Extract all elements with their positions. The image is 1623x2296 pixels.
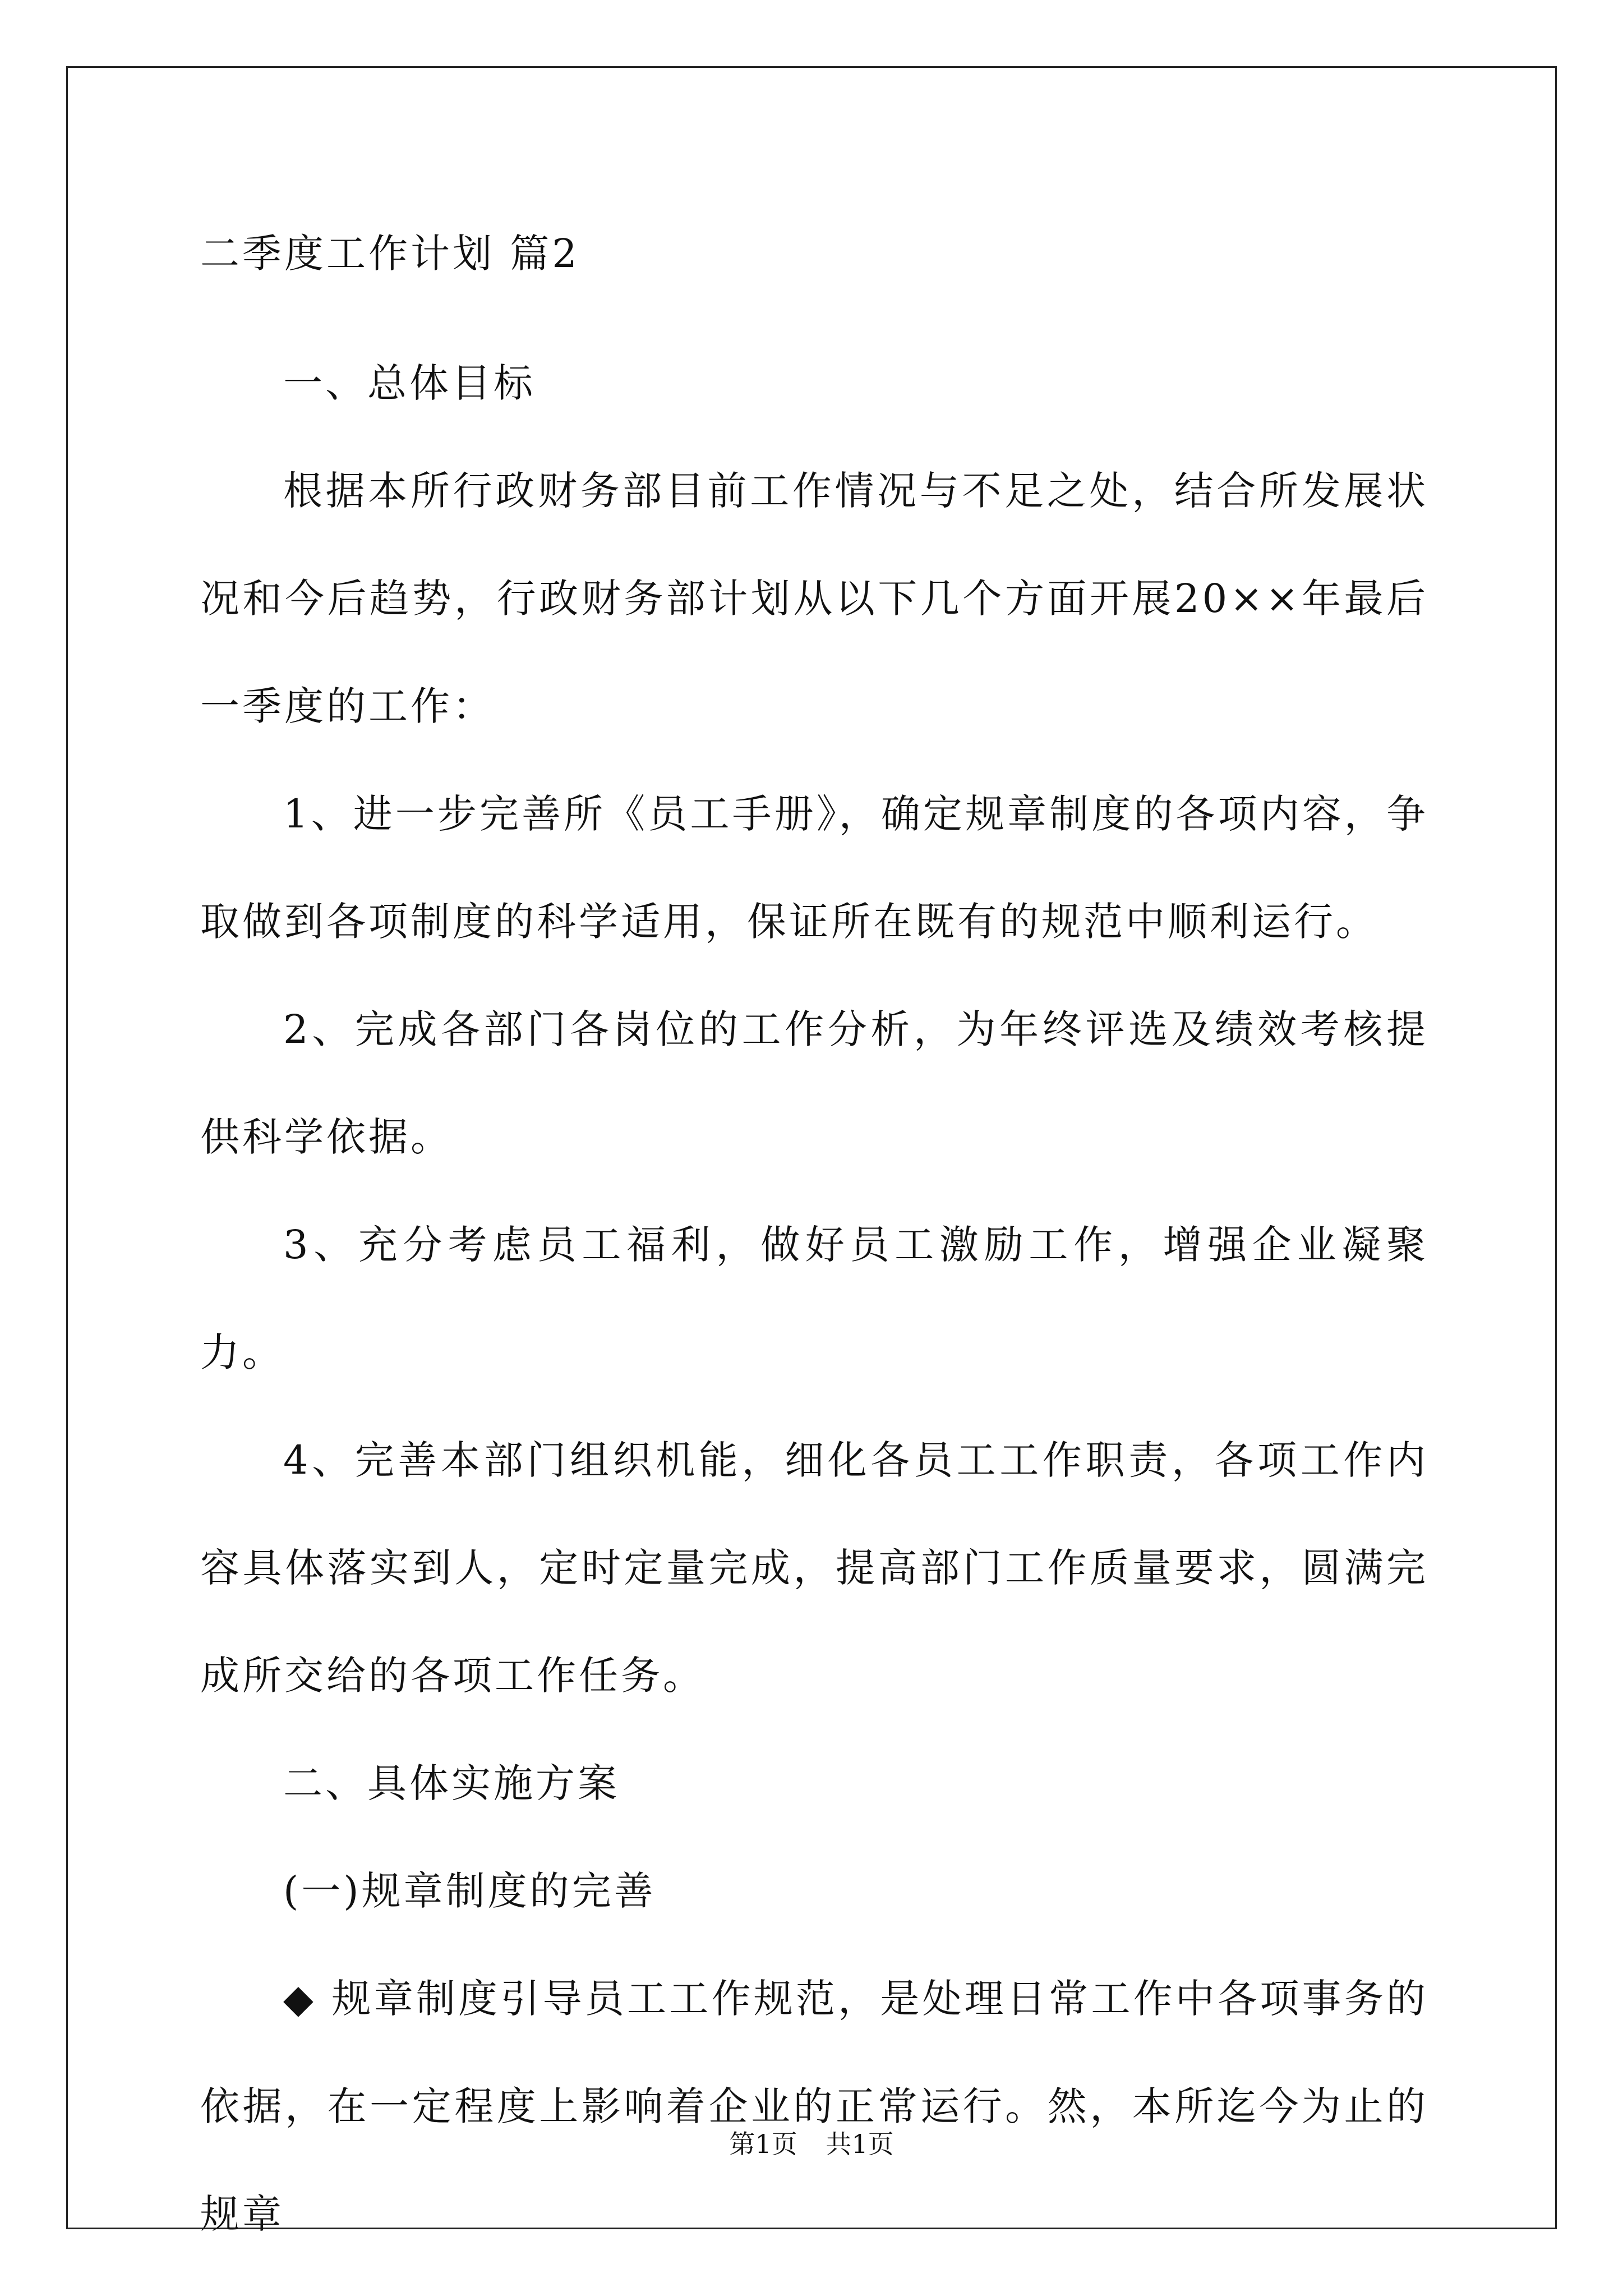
section-heading-implementation: 二、具体实施方案: [283, 1760, 620, 1806]
bullet-paragraph: ◆ 规章制度引导员工工作规范，是处理日常工作中各项事务的依据，在一定程度上影响着企业的正常运行。然，本所迄今为止的规章: [200, 1976, 1428, 2237]
section-heading-overall-goal: 一、总体目标: [283, 360, 536, 406]
page-footer: [0, 2124, 1623, 2161]
page-number-total: 共1页: [826, 2129, 894, 2159]
list-item-4: 4、完善本部门组织机能，细化各员工工作职责，各项工作内容具体落实到人，定时定量完成，提高部门工作质量要求，圆满完成所交给的各项工作任务。: [200, 1437, 1428, 1699]
intro-paragraph: 根据本所行政财务部目前工作情况与不足之处，结合所发展状况和今后趋势，行政财务部计划从以下几个方面开展20××年最后一季度的工作：: [200, 468, 1428, 729]
page-number-current: 第1页: [729, 2129, 797, 2159]
document-body: [200, 222, 1428, 2268]
document-title: 二季度工作计划 篇2: [200, 231, 580, 277]
subsection-heading-rules: (一)规章制度的完善: [283, 1868, 656, 1914]
list-item-2: 2、完成各部门各岗位的工作分析，为年终评选及绩效考核提供科学依据。: [200, 1006, 1428, 1160]
list-item-3: 3、充分考虑员工福利，做好员工激励工作，增强企业凝聚力。: [200, 1222, 1428, 1375]
list-item-1: 1、进一步完善所《员工手册》，确定规章制度的各项内容，争取做到各项制度的科学适用，保证所在既有的规范中顺利运行。: [200, 791, 1428, 945]
